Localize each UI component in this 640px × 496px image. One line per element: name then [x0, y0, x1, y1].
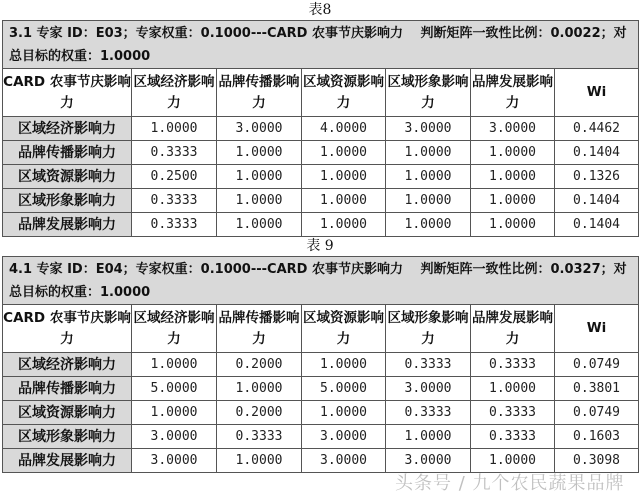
table-cell: 0.3098 — [555, 449, 639, 473]
table-9-caption: 表 9 — [306, 238, 334, 254]
table-row — [3, 189, 639, 213]
table-cell: 0.3333 — [386, 353, 471, 377]
table-cell: 5.0000 — [132, 377, 217, 401]
table-cell: 1.0000 — [302, 213, 386, 237]
column-header: 区域资源影响力 — [302, 305, 386, 353]
table-cell: 1.0000 — [132, 401, 217, 425]
table-cell: 1.0000 — [386, 189, 471, 213]
column-header: 区域经济影响力 — [132, 69, 217, 117]
row-header: 区域形象影响力 — [3, 425, 132, 449]
row-header: 区域经济影响力 — [3, 353, 132, 377]
table-cell: 1.0000 — [471, 377, 555, 401]
table-row — [3, 401, 639, 425]
table-cell: 0.3333 — [471, 425, 555, 449]
column-header: Wi — [555, 305, 639, 353]
column-header: CARD 农事节庆影响力 — [3, 305, 132, 353]
table-cell: 0.3333 — [217, 425, 302, 449]
column-header: 区域经济影响力 — [132, 305, 217, 353]
table-cell: 1.0000 — [471, 165, 555, 189]
column-header: 区域形象影响力 — [386, 305, 471, 353]
row-header: 品牌传播影响力 — [3, 141, 132, 165]
row-header: 品牌发展影响力 — [3, 449, 132, 473]
column-header: 区域资源影响力 — [302, 69, 386, 117]
column-header: 品牌发展影响力 — [471, 305, 555, 353]
table-cell: 3.0000 — [386, 117, 471, 141]
table-cell: 0.3333 — [471, 401, 555, 425]
table-row — [3, 449, 639, 473]
table-cell: 1.0000 — [386, 213, 471, 237]
table-cell: 1.0000 — [471, 141, 555, 165]
table-row — [3, 165, 639, 189]
column-header: CARD 农事节庆影响力 — [3, 69, 132, 117]
table-cell: 0.1404 — [555, 189, 639, 213]
table-row — [3, 141, 639, 165]
table-cell: 0.3333 — [132, 213, 217, 237]
table-cell: 1.0000 — [217, 165, 302, 189]
table-info: 4.1 专家 ID：E04；专家权重：0.1000---CARD 农事节庆影响力 判断矩阵一致性比例：0.0327；对总目标的权重：1.0000 — [3, 257, 639, 305]
table-cell: 0.3333 — [132, 141, 217, 165]
table-cell: 0.3333 — [471, 353, 555, 377]
table-cell: 0.1603 — [555, 425, 639, 449]
table-cell: 0.3333 — [386, 401, 471, 425]
info-row — [3, 257, 639, 305]
header-row — [3, 69, 639, 117]
column-header: 品牌传播影响力 — [217, 69, 302, 117]
column-header: 品牌发展影响力 — [471, 69, 555, 117]
table-cell: 0.0749 — [555, 401, 639, 425]
column-header: Wi — [555, 69, 639, 117]
table-cell: 0.3333 — [132, 189, 217, 213]
table-cell: 5.0000 — [302, 377, 386, 401]
table-cell: 1.0000 — [132, 353, 217, 377]
table-cell: 3.0000 — [386, 377, 471, 401]
table-cell: 0.2000 — [217, 401, 302, 425]
table-info: 3.1 专家 ID：E03；专家权重：0.1000---CARD 农事节庆影响力 判断矩阵一致性比例：0.0022；对总目标的权重：1.0000 — [3, 21, 639, 69]
table-cell: 1.0000 — [471, 189, 555, 213]
table-cell: 3.0000 — [217, 117, 302, 141]
row-header: 品牌发展影响力 — [3, 213, 132, 237]
table-cell: 1.0000 — [471, 449, 555, 473]
table-cell: 3.0000 — [302, 449, 386, 473]
table-cell: 0.2000 — [217, 353, 302, 377]
table-cell: 0.3801 — [555, 377, 639, 401]
table-cell: 1.0000 — [217, 213, 302, 237]
table-cell: 0.1326 — [555, 165, 639, 189]
table-cell: 0.1404 — [555, 213, 639, 237]
table-9 — [2, 256, 639, 473]
table-row — [3, 117, 639, 141]
table-cell: 1.0000 — [386, 165, 471, 189]
table-row — [3, 425, 639, 449]
column-header: 区域形象影响力 — [386, 69, 471, 117]
table-cell: 0.2500 — [132, 165, 217, 189]
watermark: 头条号 / 九个农民蔬果品牌 — [395, 473, 625, 494]
row-header: 区域形象影响力 — [3, 189, 132, 213]
table-cell: 1.0000 — [217, 189, 302, 213]
table-cell: 1.0000 — [217, 449, 302, 473]
table-row — [3, 353, 639, 377]
table-cell: 1.0000 — [386, 425, 471, 449]
table-cell: 1.0000 — [302, 189, 386, 213]
table-cell: 3.0000 — [471, 117, 555, 141]
table-cell: 0.0749 — [555, 353, 639, 377]
table-cell: 3.0000 — [386, 449, 471, 473]
table-cell: 0.4462 — [555, 117, 639, 141]
row-header: 品牌传播影响力 — [3, 377, 132, 401]
table-cell: 1.0000 — [302, 141, 386, 165]
table-cell: 4.0000 — [302, 117, 386, 141]
table-8-caption: 表8 — [308, 2, 332, 18]
header-row — [3, 305, 639, 353]
table-cell: 1.0000 — [302, 353, 386, 377]
table-cell: 1.0000 — [217, 377, 302, 401]
table-cell: 1.0000 — [302, 401, 386, 425]
table-cell: 0.1404 — [555, 141, 639, 165]
table-cell: 1.0000 — [386, 141, 471, 165]
table-cell: 3.0000 — [302, 425, 386, 449]
table-cell: 1.0000 — [302, 165, 386, 189]
table-8 — [2, 20, 639, 237]
table-cell: 1.0000 — [132, 117, 217, 141]
table-cell: 3.0000 — [132, 425, 217, 449]
table-row — [3, 377, 639, 401]
info-row — [3, 21, 639, 69]
table-cell: 3.0000 — [132, 449, 217, 473]
table-cell: 1.0000 — [471, 213, 555, 237]
table-cell: 1.0000 — [217, 141, 302, 165]
row-header: 区域资源影响力 — [3, 401, 132, 425]
table-row — [3, 213, 639, 237]
row-header: 区域经济影响力 — [3, 117, 132, 141]
row-header: 区域资源影响力 — [3, 165, 132, 189]
column-header: 品牌传播影响力 — [217, 305, 302, 353]
